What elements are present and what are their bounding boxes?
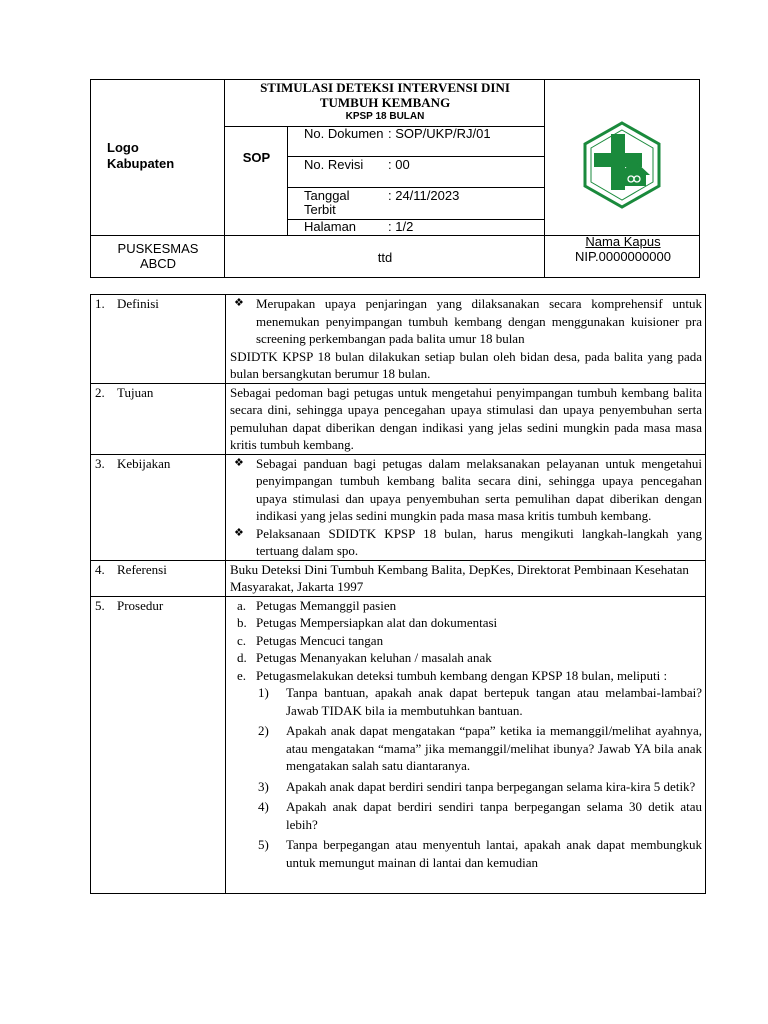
section-label xyxy=(91,383,226,454)
bullet-text: Sebagai panduan bagi petugas dalam melaksanakan pelayanan untuk mengetahui penyimpangan tumbuh kembang balita secara dini, sehingga upaya pencegahan upaya stimulasi dan upaya penyembuhan serta pemulihan dapat diberikan dengan indikasi yang jelas sedini mungkin pada masa masa kritis tumbuh kembang. xyxy=(256,455,702,523)
diamond-bullet-icon: ❖ xyxy=(234,456,244,469)
logo-placeholder xyxy=(107,140,174,172)
question-text: Tanpa berpegangan atau menyentuh lantai, apakah anak dapat membungkuk untuk memungut mainan di lantai dan kemudian xyxy=(286,837,702,870)
list-text: Petugas Menanyakan keluhan / masalah anak xyxy=(256,650,492,665)
list-item xyxy=(230,632,702,650)
list-item xyxy=(230,597,702,615)
section-tujuan xyxy=(91,383,706,454)
list-marker: b. xyxy=(237,615,247,630)
logo-line-1: Logo xyxy=(107,140,139,155)
kapus-block xyxy=(545,234,701,264)
kapus-nip: NIP.0000000000 xyxy=(575,249,671,264)
section-label xyxy=(91,295,226,384)
question-marker: 3) xyxy=(258,778,269,794)
title-line-2: TUMBUH KEMBANG xyxy=(319,95,451,110)
list-text: Petugasmelakukan deteksi tumbuh kembang dengan KPSP 18 bulan, meliputi : xyxy=(256,667,668,683)
section-label xyxy=(91,454,226,560)
document-header xyxy=(90,79,700,278)
section-title: Referensi xyxy=(117,561,167,577)
bullet-text: Merupakan upaya penjaringan yang dilaksanakan secara komprehensif untuk menemukan penyimpangan tumbuh kembang dengan menggunakan kuisioner pra screening perkembangan pada balita umur 18 bulan xyxy=(256,296,702,346)
meta-label-tanggal-terbit: Tanggal Terbit xyxy=(304,188,350,217)
bullet-item xyxy=(230,525,702,560)
bullet-item xyxy=(230,455,702,525)
section-prosedur xyxy=(91,596,706,893)
section-referensi xyxy=(91,560,706,596)
document-title xyxy=(225,80,545,123)
question-item xyxy=(230,798,702,833)
section-content xyxy=(226,454,706,560)
question-marker: 1) xyxy=(258,685,269,700)
signature-ttd: ttd xyxy=(377,249,393,265)
bullet-item xyxy=(230,295,702,348)
list-item xyxy=(230,667,702,685)
list-marker: e. xyxy=(237,667,247,683)
puskesmas-name xyxy=(91,236,225,271)
section-number: 3. xyxy=(95,455,105,471)
meta-label-no-revisi: No. Revisi xyxy=(304,157,364,172)
section-kebijakan xyxy=(91,454,706,560)
section-content xyxy=(226,560,706,596)
section-number: 4. xyxy=(95,561,105,577)
diamond-bullet-icon: ❖ xyxy=(234,297,244,309)
sop-label: SOP xyxy=(242,149,271,165)
meta-label-halaman: Halaman xyxy=(304,219,357,234)
puskesmas-line-2: ABCD xyxy=(139,256,177,271)
list-text: Petugas Mempersiapkan alat dan dokumentasi xyxy=(256,615,498,630)
question-item xyxy=(230,778,702,796)
meta-value-halaman: : 1/2 xyxy=(388,219,414,234)
question-text: Tanpa bantuan, apakah anak dapat bertepuk tangan atau melambai-lambai? Jawab TIDAK bila ia membutuhkan bantuan. xyxy=(286,685,702,718)
bullet-text: Pelaksanaan SDIDTK KPSP 18 bulan, harus mengikuti langkah-langkah yang tertuang dalam spo. xyxy=(256,525,702,558)
sop-content-table xyxy=(90,294,706,894)
list-marker: d. xyxy=(237,650,247,665)
section-label xyxy=(91,596,226,893)
section-title: Prosedur xyxy=(117,597,164,613)
meta-value-no-revisi: : 00 xyxy=(388,157,410,172)
question-marker: 2) xyxy=(258,723,269,738)
list-item xyxy=(230,649,702,667)
kapus-name: Nama Kapus xyxy=(585,234,661,249)
section-content xyxy=(226,596,706,893)
question-text: Apakah anak dapat berdiri sendiri tanpa berpegangan selama 30 detik atau lebih? xyxy=(286,799,702,832)
paragraph: Buku Deteksi Dini Tumbuh Kembang Balita, DepKes, Direktorat Pembinaan Kesehatan Masyarakat, Jakarta 1997 xyxy=(230,561,689,594)
diamond-bullet-icon: ❖ xyxy=(234,526,244,539)
list-marker: a. xyxy=(237,597,247,613)
meta-value-tanggal-terbit: : 24/11/2023 xyxy=(388,188,460,203)
list-item xyxy=(230,614,702,632)
section-title: Tujuan xyxy=(117,384,154,400)
section-title: Kebijakan xyxy=(117,455,171,471)
meta-value-no-dokumen: : SOP/UKP/RJ/01 xyxy=(388,126,491,141)
question-marker: 5) xyxy=(258,837,269,852)
meta-label-no-dokumen: No. Dokumen xyxy=(304,126,384,141)
section-title: Definisi xyxy=(117,296,159,311)
question-text: Apakah anak dapat berdiri sendiri tanpa berpegangan selama kira-kira 5 detik? xyxy=(286,778,696,794)
logo-line-2: Kabupaten xyxy=(107,156,175,171)
puskesmas-logo-icon xyxy=(581,120,663,210)
list-text: Petugas Mencuci tangan xyxy=(256,632,384,648)
title-line-3: KPSP 18 BULAN xyxy=(345,111,425,122)
section-definisi xyxy=(91,295,706,384)
section-content xyxy=(226,295,706,384)
section-number: 1. xyxy=(95,296,105,311)
paragraph: Sebagai pedoman bagi petugas untuk mengetahui penyimpangan tumbuh kembang balita secara dini, sehingga upaya pencegahan upaya stimulasi dan upaya penyembuhan serta pemuluhan dapat diberikan dengan indikasi yang jelas sedini mungkin pada masa masa kritis tumbuh kembang. xyxy=(230,384,702,452)
paragraph: SDIDTK KPSP 18 bulan dilakukan setiap bulan oleh bidan desa, pada balita yang pada bulan bersangkutan berumur 18 bulan. xyxy=(230,348,702,381)
section-number: 2. xyxy=(95,384,105,400)
puskesmas-line-1: PUSKESMAS xyxy=(117,241,199,256)
title-line-1: STIMULASI DETEKSI INTERVENSI DINI xyxy=(260,80,510,95)
question-text: Apakah anak dapat mengatakan “papa” ketika ia memanggil/melihat ayahnya, atau mengatakan “mama” jika memanggil/melihat ibunya? Jawab YA bila anak mengatakan salah satu diantaranya. xyxy=(286,723,702,773)
question-item xyxy=(230,684,702,719)
list-marker: c. xyxy=(237,632,247,648)
question-item xyxy=(230,836,702,871)
list-text: Petugas Memanggil pasien xyxy=(256,597,397,613)
question-item xyxy=(230,722,702,775)
section-number: 5. xyxy=(95,597,105,613)
section-content xyxy=(226,383,706,454)
section-label xyxy=(91,560,226,596)
question-marker: 4) xyxy=(258,799,269,814)
